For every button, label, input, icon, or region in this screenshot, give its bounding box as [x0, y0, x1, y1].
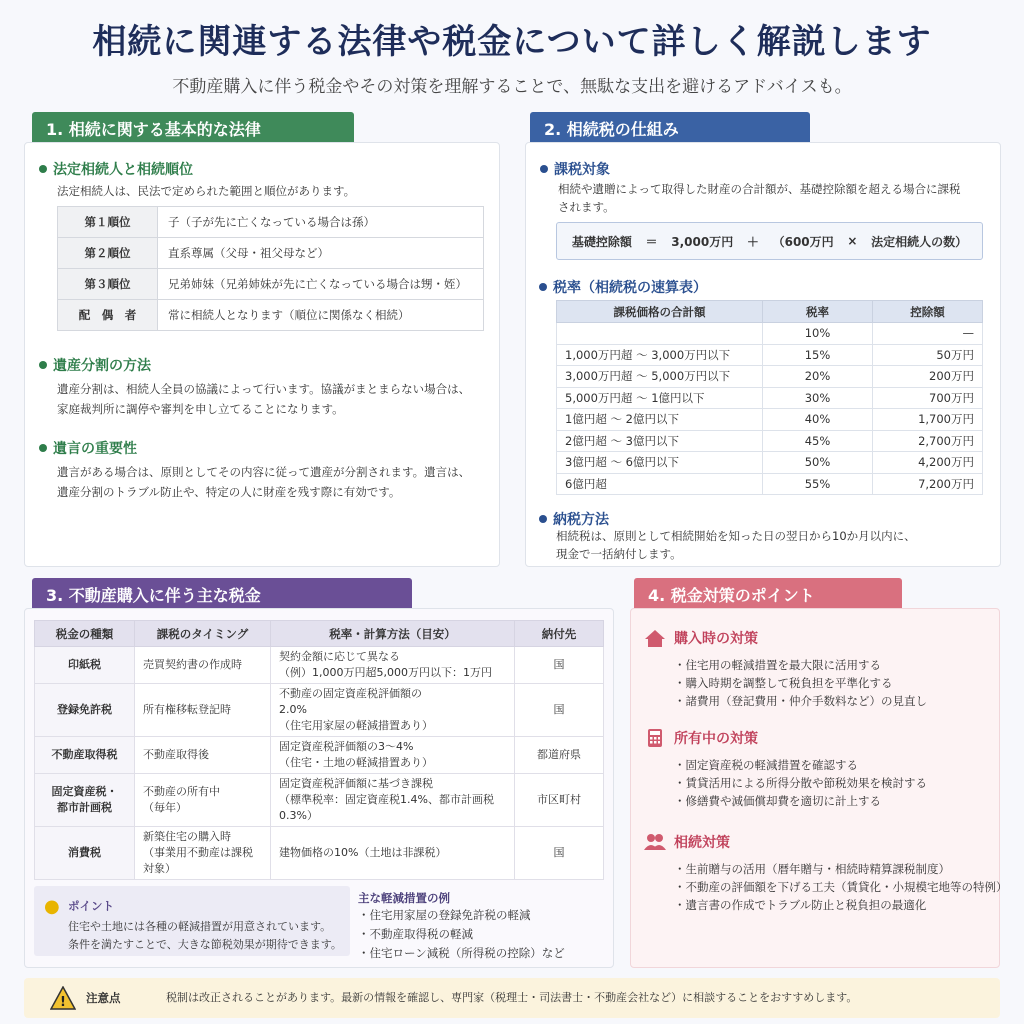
col-timing: 課税のタイミング: [135, 621, 271, 647]
table-row: [557, 430, 983, 452]
col-rate: 税率・計算方法（目安）: [271, 621, 515, 647]
point-text-1: 住宅や土地には各種の軽減措置が用意されています。: [68, 920, 332, 933]
table-row: [58, 207, 484, 238]
rate-amount: 3億円超 ～ 6億円以下: [557, 452, 763, 474]
page-subtitle: 不動産購入に伴う税金やその対策を理解することで、無駄な支出を避けるアドバイスも。: [172, 77, 852, 97]
tax-payee: [515, 827, 604, 880]
heir-text: 法定相続人は、民法で定められた範囲と順位があります。: [57, 184, 356, 198]
cell-line: 都市計画税: [57, 801, 112, 814]
point-title: ポイント: [68, 899, 114, 913]
tax-timing: [135, 827, 271, 880]
table-row: [557, 409, 983, 431]
cell-line: 消費税: [68, 846, 101, 859]
cell-line: 市区町村: [537, 793, 581, 806]
payment-text-2: 現金で一括納付します。: [556, 547, 682, 561]
rate-col-amount: 課税価格の合計額: [557, 301, 763, 323]
division-text-1: 遺産分割は、相続人全員の協議によって行います。協議がまとまらない場合は、: [57, 382, 471, 396]
rate-deduction: 700万円: [873, 387, 983, 409]
heir-title: 法定相続人と相続順位: [53, 162, 193, 178]
payment-text-1: 相続税は、原則として相続開始を知った日の翌日から10か月以内に、: [556, 529, 916, 543]
rate-deduction: —: [873, 323, 983, 345]
list-item: ・諸費用（登記費用・仲介手数料など）の見直し: [674, 694, 927, 708]
rate-deduction: 2,700万円: [873, 430, 983, 452]
rate-amount: [557, 323, 763, 345]
tip-group-label: 購入時の対策: [674, 631, 758, 647]
will-text-1: 遺言がある場合は、原則としてその内容に従って遺産が分割されます。遺言は、: [57, 465, 471, 479]
cell-line: 固定資産税・: [51, 785, 118, 798]
cell-line: 不動産取得後: [143, 748, 209, 761]
rate-col-deduction: 控除額: [873, 301, 983, 323]
svg-text:!: !: [60, 995, 66, 1010]
cell-line: （住宅用家屋の軽減措置あり）: [279, 719, 433, 732]
list-item: ・遺言書の作成でトラブル防止と税負担の最適化: [674, 898, 927, 912]
cell-line: 所有権移転登記時: [143, 703, 231, 716]
table-row: [35, 774, 604, 827]
tip-group-title: [644, 628, 758, 648]
rate-value: 50%: [763, 452, 873, 474]
notice-bar: [24, 978, 1000, 1018]
page-title: 相続に関連する法律や税金について詳しく解説します: [92, 22, 932, 62]
rate-title: 税率（相続税の速算表）: [553, 280, 707, 296]
taxable-text-2: されます。: [558, 200, 615, 214]
tax-timing: [135, 774, 271, 827]
heir-rank: 第２順位: [58, 238, 158, 269]
cell-line: 国: [553, 846, 565, 859]
heir-rank: 配 偶 者: [58, 300, 158, 331]
list-item: ・不動産の評価額を下げる工夫（賃貸化・小規模宅地等の特例）: [674, 880, 1008, 894]
bullet-icon: [39, 444, 47, 452]
col-payee: 納付先: [515, 621, 604, 647]
table-row: [35, 647, 604, 684]
rate-value: 15%: [763, 344, 873, 366]
list-item: ・住宅用家屋の登録免許税の軽減: [358, 908, 531, 922]
point-box: [34, 886, 350, 956]
list-item: ・固定資産税の軽減措置を確認する: [674, 758, 858, 772]
heir-rank: 第３順位: [58, 269, 158, 300]
cell-line: 不動産取得税: [51, 748, 118, 761]
purchase-tax-table: [34, 620, 604, 880]
section2-header: 2. 相続税の仕組み: [530, 112, 810, 142]
tip-group-title: [644, 728, 758, 748]
tip-list: [674, 656, 927, 710]
cell-line: （標準税率：固定資産税1.4%、都市計画税0.3%）: [279, 793, 494, 822]
cell-line: 印紙税: [68, 658, 101, 671]
heir-table: [57, 206, 484, 331]
rate-amount: 1,000万円超 ～ 3,000万円以下: [557, 344, 763, 366]
tax-type: [35, 827, 135, 880]
rate-amount: 1億円超 ～ 2億円以下: [557, 409, 763, 431]
bullet-icon: [539, 283, 547, 291]
formula-label: 基礎控除額: [571, 234, 632, 249]
table-row: [557, 366, 983, 388]
cell-line: 固定資産税評価額の3～4%: [279, 740, 414, 753]
taxable-title: 課税対象: [554, 162, 610, 178]
tax-rate: [271, 647, 515, 684]
rate-deduction: 1,700万円: [873, 409, 983, 431]
rate-value: 30%: [763, 387, 873, 409]
table-row: [557, 344, 983, 366]
heir-description: 常に相続人となります（順位に関係なく相続）: [158, 300, 484, 331]
list-item: ・住宅ローン減税（所得税の控除）など: [358, 946, 565, 960]
list-item: ・住宅用の軽減措置を最大限に活用する: [674, 658, 881, 672]
section3-header: 3. 不動産購入に伴う主な税金: [32, 578, 412, 608]
tax-timing: [135, 684, 271, 737]
tax-type: [35, 774, 135, 827]
tip-group-label: 所有中の対策: [674, 731, 758, 747]
bullet-icon: [39, 165, 47, 173]
section4-header: 4. 税金対策のポイント: [634, 578, 902, 608]
formula-eq: ＝: [645, 234, 658, 249]
tax-type: [35, 684, 135, 737]
division-text-2: 家庭裁判所に調停や審判を申し立てることになります。: [57, 402, 344, 416]
rate-col-rate: 税率: [763, 301, 873, 323]
list-item: ・生前贈与の活用（暦年贈与・相続時精算課税制度）: [674, 862, 950, 876]
tax-rate: [271, 737, 515, 774]
bullet-icon: [539, 515, 547, 523]
cell-line: 不動産の所有中: [143, 785, 220, 798]
calculator-icon: [644, 728, 666, 748]
rate-value: 55%: [763, 473, 873, 495]
lightbulb-icon: ●: [44, 896, 60, 917]
table-row: [35, 737, 604, 774]
table-row: [58, 238, 484, 269]
section1-header: 1. 相続に関する基本的な法律: [32, 112, 354, 142]
cell-line: （例）1,000万円超5,000万円以下：1万円: [279, 666, 492, 679]
tax-payee: [515, 684, 604, 737]
cell-line: 建物価格の10%（土地は非課税）: [279, 846, 447, 859]
rate-value: 45%: [763, 430, 873, 452]
rate-table: [556, 300, 983, 495]
formula-heirs: 法定相続人の数）: [871, 234, 968, 249]
rate-deduction: 7,200万円: [873, 473, 983, 495]
cell-line: 都道府県: [537, 748, 581, 761]
heir-rank: 第１順位: [58, 207, 158, 238]
tax-type: [35, 737, 135, 774]
tip-list: [674, 756, 927, 810]
rate-amount: 5,000万円超 ～ 1億円以下: [557, 387, 763, 409]
tax-rate: [271, 774, 515, 827]
rate-value: 10%: [763, 323, 873, 345]
point-text-2: 条件を満たすことで、大きな節税効果が期待できます。: [68, 938, 342, 951]
house-icon: [644, 628, 666, 648]
cell-line: （事業用不動産は課税対象）: [143, 846, 253, 875]
formula-base: 3,000万円: [671, 234, 734, 249]
rate-deduction: 50万円: [873, 344, 983, 366]
rate-value: 40%: [763, 409, 873, 431]
rate-amount: 6億円超: [557, 473, 763, 495]
will-title: 遺言の重要性: [53, 441, 137, 457]
reduction-title: 主な軽減措置の例: [358, 891, 450, 905]
cell-line: 固定資産税評価額に基づき課税: [279, 777, 433, 790]
rate-amount: 2億円超 ～ 3億円以下: [557, 430, 763, 452]
section1-card: [24, 142, 500, 567]
tax-timing: [135, 647, 271, 684]
heir-description: 子（子が先に亡くなっている場合は孫）: [158, 207, 484, 238]
warning-icon: [50, 986, 76, 1010]
people-icon: [644, 832, 666, 852]
tip-group-title: [644, 832, 730, 852]
formula-per-heir: （600万円: [772, 234, 834, 249]
cell-line: 2.0%: [279, 703, 307, 716]
table-row: [58, 269, 484, 300]
notice-label: 注意点: [86, 991, 121, 1005]
formula-times: ×: [847, 234, 858, 248]
cell-line: 登録免許税: [57, 703, 112, 716]
list-item: ・修繕費や減価償却費を適切に計上する: [674, 794, 881, 808]
rate-value: 20%: [763, 366, 873, 388]
tax-payee: [515, 647, 604, 684]
table-row: [35, 827, 604, 880]
bullet-icon: [39, 361, 47, 369]
table-row: [557, 452, 983, 474]
table-row: [557, 323, 983, 345]
reduction-list: [358, 906, 565, 963]
table-row: [58, 300, 484, 331]
tax-payee: [515, 774, 604, 827]
rate-deduction: 200万円: [873, 366, 983, 388]
tax-rate: [271, 684, 515, 737]
rate-deduction: 4,200万円: [873, 452, 983, 474]
table-row: [557, 387, 983, 409]
notice-text: 税制は改正されることがあります。最新の情報を確認し、専門家（税理士・司法書士・不動産会社など）に相談することをおすすめします。: [166, 991, 858, 1004]
division-title: 遺産分割の方法: [53, 358, 151, 374]
cell-line: 新築住宅の購入時: [143, 830, 231, 843]
payment-title: 納税方法: [553, 512, 609, 528]
list-item: ・不動産取得税の軽減: [358, 927, 473, 941]
table-row: [557, 473, 983, 495]
heir-description: 直系尊属（父母・祖父母など）: [158, 238, 484, 269]
heir-description: 兄弟姉妹（兄弟姉妹が先に亡くなっている場合は甥・姪）: [158, 269, 484, 300]
cell-line: 契約金額に応じて異なる: [279, 650, 400, 663]
cell-line: 売買契約書の作成時: [143, 658, 242, 671]
tip-list: [674, 860, 1008, 914]
taxable-text-1: 相続や遺贈によって取得した財産の合計額が、基礎控除額を超える場合に課税: [558, 182, 961, 196]
tip-group-label: 相続対策: [674, 835, 730, 851]
cell-line: 国: [553, 703, 565, 716]
will-text-2: 遺産分割のトラブル防止や、特定の人に財産を残す際に有効です。: [57, 485, 401, 499]
tax-rate: [271, 827, 515, 880]
tax-payee: [515, 737, 604, 774]
table-row: [35, 684, 604, 737]
formula-plus: ＋: [746, 234, 759, 249]
cell-line: （住宅・土地の軽減措置あり）: [279, 756, 433, 769]
tax-timing: [135, 737, 271, 774]
tax-type: [35, 647, 135, 684]
cell-line: （毎年）: [143, 801, 187, 814]
deduction-formula: [556, 222, 983, 260]
list-item: ・購入時期を調整して税負担を平準化する: [674, 676, 893, 690]
cell-line: 不動産の固定資産税評価額の: [279, 687, 422, 700]
col-tax-type: 税金の種類: [35, 621, 135, 647]
rate-amount: 3,000万円超 ～ 5,000万円以下: [557, 366, 763, 388]
cell-line: 国: [553, 658, 565, 671]
list-item: ・賃貸活用による所得分散や節税効果を検討する: [674, 776, 927, 790]
bullet-icon: [540, 165, 548, 173]
